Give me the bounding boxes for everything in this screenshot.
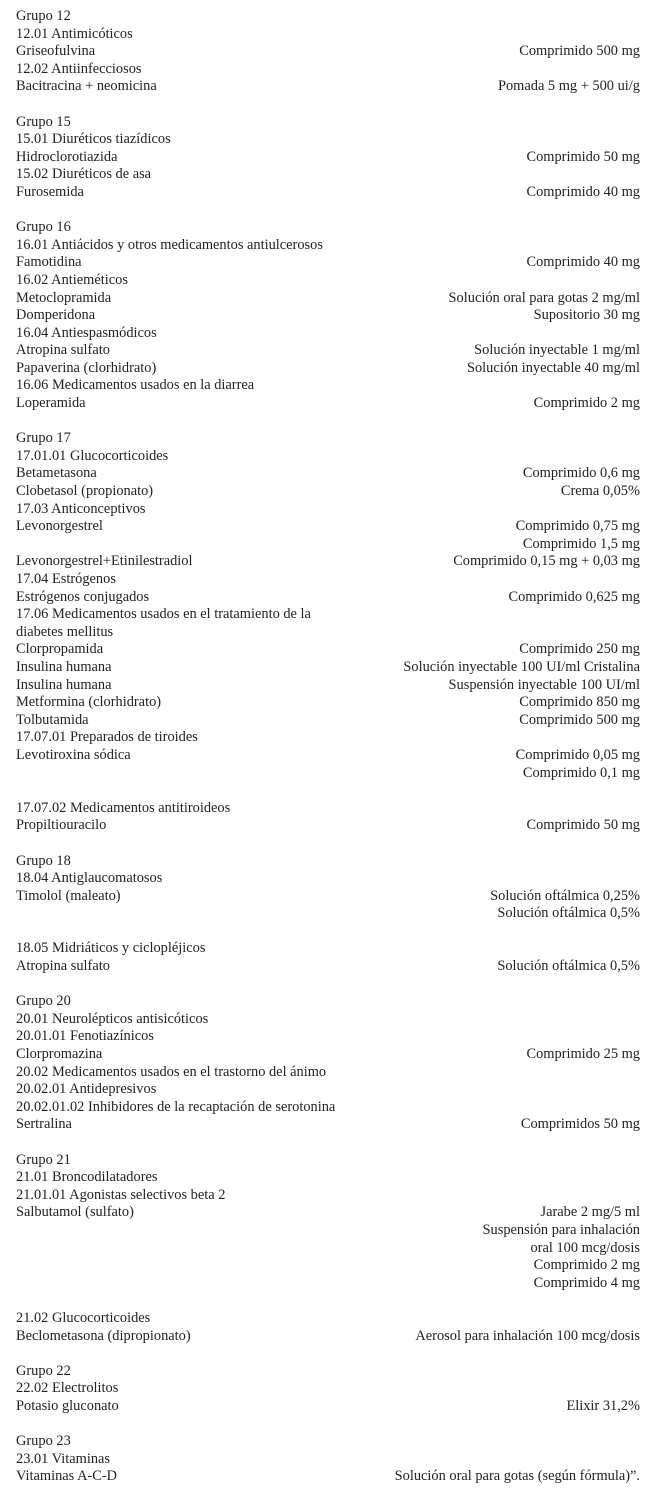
- drug-row-name: Levonorgestrel+Etinilestradiol: [16, 553, 193, 570]
- group-title: Grupo 20: [16, 993, 71, 1010]
- drug-row: [16, 958, 640, 976]
- drug-row: [16, 342, 640, 360]
- drug-row-form: Comprimido 4 mg: [533, 1274, 640, 1291]
- group: [16, 430, 640, 835]
- group-title: Grupo 15: [16, 113, 71, 130]
- group-spacer: [16, 1416, 640, 1434]
- drug-row-name: Betametasona: [16, 465, 97, 482]
- group-title: Grupo 18: [16, 852, 71, 869]
- drug-row-name: Clorpromazina: [16, 1046, 103, 1063]
- group: [16, 1433, 640, 1486]
- drug-row: [16, 1116, 640, 1134]
- drug-row: [16, 184, 640, 202]
- drug-row-form: Comprimido 50 mg: [526, 817, 640, 834]
- section-heading: 12.02 Antiinfecciosos: [16, 60, 142, 77]
- drug-row-form: Comprimidos 50 mg: [520, 1116, 640, 1133]
- drug-row-form: Comprimido 500 mg: [519, 711, 640, 728]
- group-spacer: [16, 413, 640, 431]
- group: [16, 114, 640, 202]
- group-title: Grupo 17: [16, 430, 71, 447]
- drug-row-name: Metoclopramida: [16, 289, 112, 306]
- drug-row: [16, 694, 640, 712]
- drug-row: [16, 536, 640, 554]
- group: [16, 1363, 640, 1416]
- group-title: Grupo 23: [16, 1433, 71, 1450]
- drug-row: [16, 712, 640, 730]
- drug-row-form: Suspensión para inhalación: [482, 1221, 640, 1238]
- group-spacer: [16, 1345, 640, 1363]
- group-spacer: [16, 976, 640, 994]
- drug-row-form: Comprimido 0,75 mg: [515, 518, 640, 535]
- drug-row: [16, 1398, 640, 1416]
- drug-row: [16, 290, 640, 308]
- section-heading: 16.01 Antiácidos y otros medicamentos antiulcerosos: [16, 236, 323, 253]
- drug-row: [16, 149, 640, 167]
- drug-row-form: Comprimido 0,625 mg: [508, 588, 640, 605]
- drug-row-form: Solución oftálmica 0,5%: [497, 905, 640, 922]
- drug-row-name: Beclometasona (dipropionato): [16, 1327, 191, 1344]
- drug-row-name: Loperamida: [16, 395, 86, 412]
- section-spacer: [16, 782, 640, 800]
- drug-row-name: Levonorgestrel: [16, 518, 103, 535]
- section-heading: 17.03 Anticonceptivos: [16, 500, 146, 517]
- drug-row: [16, 659, 640, 677]
- drug-row-name: Clobetasol (propionato): [16, 483, 154, 500]
- section-heading: 22.02 Electrolitos: [16, 1380, 119, 1397]
- section-heading: 16.06 Medicamentos usados en la diarrea: [16, 377, 255, 394]
- section-heading: 20.02.01.02 Inhibidores de la recaptación de serotonina: [16, 1098, 336, 1115]
- drug-row-form: Comprimido 1,5 mg: [522, 535, 640, 552]
- drug-row-form: Pomada 5 mg + 500 ui/g: [497, 78, 640, 95]
- drug-row-name: Potasio gluconato: [16, 1397, 119, 1414]
- section-heading: 20.01.01 Fenotiazínicos: [16, 1028, 154, 1045]
- drug-row-form: Supositorio 30 mg: [533, 307, 640, 324]
- drug-row-form: Comprimido 40 mg: [526, 254, 640, 271]
- drug-row: [16, 1468, 640, 1486]
- drug-row-name: Metformina (clorhidrato): [16, 694, 162, 711]
- drug-row: [16, 43, 640, 61]
- section-heading: 21.01 Broncodilatadores: [16, 1169, 158, 1186]
- section-heading: 17.07.02 Medicamentos antitiroideos: [16, 799, 231, 816]
- section-heading: 21.01.01 Agonistas selectivos beta 2: [16, 1186, 226, 1203]
- drug-row: [16, 307, 640, 325]
- drug-row-form: Solución oftálmica 0,25%: [490, 887, 640, 904]
- drug-row-name: Famotidina: [16, 254, 82, 271]
- drug-row-name: Griseofulvina: [16, 43, 96, 60]
- drug-row-name: Furosemida: [16, 183, 84, 200]
- drug-row-form: Crema 0,05%: [560, 483, 640, 500]
- drug-row: [16, 589, 640, 607]
- drug-row-name: Atropina sulfato: [16, 342, 110, 359]
- section-spacer: [16, 1292, 640, 1310]
- section-heading: 16.04 Antiespasmódicos: [16, 324, 157, 341]
- drug-row: [16, 747, 640, 765]
- drug-row-form: Comprimido 40 mg: [526, 183, 640, 200]
- drug-row-name: Levotiroxina sódica: [16, 746, 131, 763]
- drug-row-form: Solución oftálmica 0,5%: [497, 958, 640, 975]
- drug-row-form: Comprimido 250 mg: [519, 641, 640, 658]
- drug-row: [16, 360, 640, 378]
- drug-row-form: oral 100 mcg/dosis: [530, 1239, 640, 1256]
- drug-row-form: Comprimido 0,05 mg: [515, 746, 640, 763]
- group-spacer: [16, 96, 640, 114]
- drug-row-form: Solución oral para gotas 2 mg/ml: [448, 289, 640, 306]
- section-spacer: [16, 923, 640, 941]
- section-heading: 21.02 Glucocorticoides: [16, 1309, 151, 1326]
- drug-row: [16, 1046, 640, 1064]
- drug-row-form: Solución oral para gotas (según fórmula)”.: [394, 1468, 640, 1485]
- drug-row-form: Comprimido 0,15 mg + 0,03 mg: [453, 553, 640, 570]
- drug-row-name: Insulina humana: [16, 658, 112, 675]
- group-title: Grupo 21: [16, 1151, 71, 1168]
- drug-row-name: Atropina sulfato: [16, 958, 110, 975]
- group-title: Grupo 22: [16, 1362, 71, 1379]
- drug-row-form: Aerosol para inhalación 100 mcg/dosis: [415, 1327, 640, 1344]
- group-title: Grupo 12: [16, 8, 71, 24]
- drug-row: [16, 483, 640, 501]
- drug-row: [16, 1222, 640, 1240]
- group: [16, 853, 640, 976]
- drug-row-name: Estrógenos conjugados: [16, 588, 150, 605]
- group: [16, 993, 640, 1134]
- drug-row-name: Clorpropamida: [16, 641, 104, 658]
- group-title: Grupo 16: [16, 219, 71, 236]
- drug-row: [16, 553, 640, 571]
- drug-row: [16, 1257, 640, 1275]
- drug-row: [16, 78, 640, 96]
- drug-row-form: Comprimido 25 mg: [526, 1046, 640, 1063]
- group: [16, 1152, 640, 1346]
- drug-row: [16, 765, 640, 783]
- drug-row-name: Sertralina: [16, 1116, 72, 1133]
- section-heading: 15.02 Diuréticos de asa: [16, 166, 152, 183]
- section-heading: 18.04 Antiglaucomatosos: [16, 870, 163, 887]
- drug-row-name: Bacitracina + neomicina: [16, 78, 157, 95]
- drug-row-form: Comprimido 2 mg: [533, 1257, 640, 1274]
- drug-row-name: Salbutamol (sulfato): [16, 1204, 134, 1221]
- drug-row: [16, 1240, 640, 1258]
- section-heading: 16.02 Antieméticos: [16, 271, 128, 288]
- section-heading: 15.01 Diuréticos tiazídicos: [16, 131, 171, 148]
- drug-row: [16, 518, 640, 536]
- group-spacer: [16, 1134, 640, 1152]
- group: [16, 8, 640, 96]
- drug-row-form: Solución inyectable 40 mg/ml: [466, 359, 640, 376]
- drug-row-form: Comprimido 50 mg: [526, 148, 640, 165]
- drug-row: [16, 254, 640, 272]
- drug-row-form: Comprimido 500 mg: [519, 43, 640, 60]
- drug-row-name: Timolol (maleato): [16, 887, 121, 904]
- drug-row-name: Tolbutamida: [16, 711, 89, 728]
- drug-row: [16, 888, 640, 906]
- section-heading: 23.01 Vitaminas: [16, 1450, 111, 1467]
- drug-row: [16, 677, 640, 695]
- section-heading: 20.02.01 Antidepresivos: [16, 1081, 157, 1098]
- drug-row-name: Papaverina (clorhidrato): [16, 359, 157, 376]
- drug-row: [16, 1275, 640, 1293]
- drug-row: [16, 395, 640, 413]
- section-heading: 17.07.01 Preparados de tiroides: [16, 729, 198, 746]
- drug-row-name: Propiltiouracilo: [16, 817, 107, 834]
- drug-row-name: Hidroclorotiazida: [16, 148, 118, 165]
- drug-row-form: Comprimido 2 mg: [533, 395, 640, 412]
- drug-row: [16, 817, 640, 835]
- drug-row: [16, 465, 640, 483]
- section-heading: 17.06 Medicamentos usados en el tratamiento de la diabetes mellitus: [16, 606, 311, 640]
- drug-row: [16, 1204, 640, 1222]
- section-heading: 17.04 Estrógenos: [16, 571, 116, 587]
- drug-row-form: Comprimido 0,6 mg: [522, 465, 640, 482]
- drug-row-name: Vitaminas A-C-D: [16, 1468, 118, 1485]
- drug-row-form: Solución inyectable 1 mg/ml: [474, 342, 640, 359]
- group: [16, 219, 640, 413]
- drug-row: [16, 641, 640, 659]
- drug-row-form: Jarabe 2 mg/5 ml: [540, 1204, 640, 1221]
- group-spacer: [16, 202, 640, 220]
- section-heading: 17.01.01 Glucocorticoides: [16, 447, 169, 464]
- section-heading: 12.01 Antimicóticos: [16, 25, 133, 42]
- drug-row: [16, 905, 640, 923]
- drug-row-name: Insulina humana: [16, 676, 112, 693]
- drug-row-form: Solución inyectable 100 UI/ml Cristalina: [403, 658, 640, 675]
- section-heading: 20.01 Neurolépticos antisicóticos: [16, 1010, 209, 1027]
- drug-row-form: Elixir 31,2%: [566, 1397, 640, 1414]
- drug-row-form: Comprimido 0,1 mg: [522, 764, 640, 781]
- drug-row-form: Comprimido 850 mg: [519, 694, 640, 711]
- drug-row-name: Domperidona: [16, 307, 96, 324]
- drug-row-form: Suspensión inyectable 100 UI/ml: [448, 676, 640, 693]
- section-heading: 18.05 Midriáticos y ciclopléjicos: [16, 940, 206, 957]
- section-heading: 20.02 Medicamentos usados en el trastorno del ánimo: [16, 1063, 327, 1080]
- group-spacer: [16, 835, 640, 853]
- drug-row: [16, 1328, 640, 1346]
